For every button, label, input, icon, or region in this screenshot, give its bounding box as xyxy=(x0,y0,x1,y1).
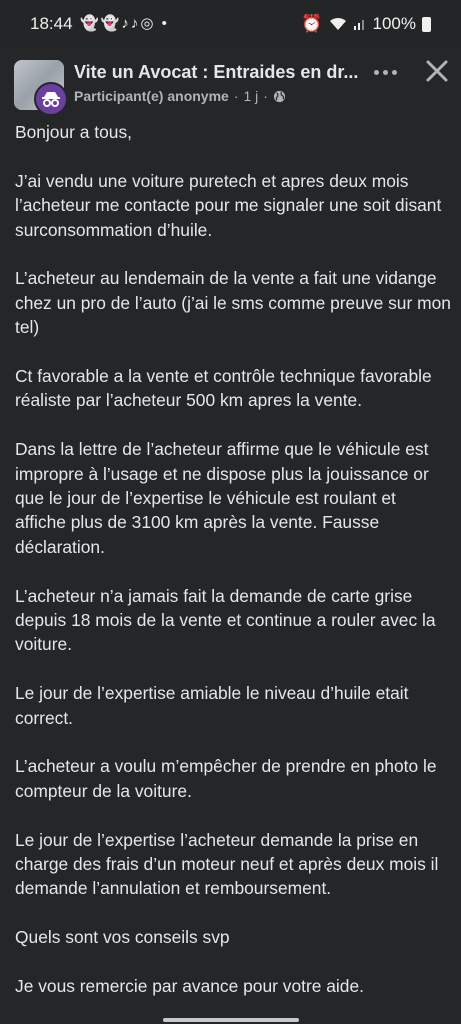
status-time: 18:44 xyxy=(30,14,73,33)
battery-level: 100% xyxy=(372,14,416,33)
post-paragraph: Le jour de l’expertise l’acheteur demande la prise en charge des frais d’un moteur neuf et après deux mois il demande l’annulation et remboursement. xyxy=(15,829,439,899)
more-dots-icon-dot xyxy=(383,70,388,75)
post-paragraph: Ct favorable a la vente et contrôle technique favorable réaliste par l’acheteur 500 km apres la vente. xyxy=(15,366,432,411)
more-options-button[interactable] xyxy=(368,60,402,84)
anonymous-icon xyxy=(34,82,68,116)
post-paragraph: Dans la lettre de l’acheteur affirme que le véhicule est impropre à l’usage et ne dispose plus la jouissance or que le jour de l’expertise le véhicule est roulant et affiche plus de 3100 km après la vente. Fausse déclaration. xyxy=(15,439,429,557)
post-author[interactable]: Participant(e) anonyme xyxy=(74,88,229,104)
wifi-icon xyxy=(329,17,347,31)
notification-icons: 👻👻♪♪◎ • xyxy=(80,15,169,32)
alarm-icon: ⏰ xyxy=(301,14,323,33)
more-dots-icon xyxy=(374,70,379,75)
battery-icon xyxy=(422,17,431,32)
post-paragraph: Je vous remercie par avance pour votre aide. xyxy=(15,976,364,997)
post-paragraph: L’acheteur n’a jamais fait la demande de carte grise depuis 18 mois de la vente et continue a rouler avec la voiture. xyxy=(15,585,436,655)
status-bar xyxy=(0,0,461,48)
post-paragraph: Quels sont vos conseils svp xyxy=(15,927,230,948)
post-time[interactable]: 1 j xyxy=(243,88,259,104)
post-paragraph: Bonjour a tous, xyxy=(15,122,132,142)
post-body xyxy=(15,120,451,1023)
signal-icon xyxy=(353,17,367,31)
meta-separator: · xyxy=(263,88,268,104)
post-meta xyxy=(74,88,286,104)
globe-icon xyxy=(273,90,286,103)
post-paragraph: Le jour de l’expertise amiable le niveau d’huile etait correct. xyxy=(15,683,409,728)
status-right xyxy=(301,14,431,34)
close-button[interactable] xyxy=(422,56,452,86)
close-icon xyxy=(422,56,452,86)
post-header xyxy=(0,48,461,116)
post-paragraph: J’ai vendu une voiture puretech et apres deux mois l’acheteur me contacte pour me signaler une soit disant surconsommation d’huile. xyxy=(15,170,442,240)
post-paragraph: L’acheteur a voulu m’empêcher de prendre en photo le compteur de la voiture. xyxy=(15,756,437,801)
post-paragraph: L’acheteur au lendemain de la vente a fait une vidange chez un pro de l’auto (j’ai le sms comme preuve sur mon tel) xyxy=(15,268,451,338)
more-dots-icon-dot xyxy=(392,70,397,75)
home-indicator[interactable] xyxy=(163,1018,299,1022)
meta-separator: · xyxy=(233,88,239,104)
group-name[interactable]: Vite un Avocat : Entraides en dr... xyxy=(74,62,359,82)
